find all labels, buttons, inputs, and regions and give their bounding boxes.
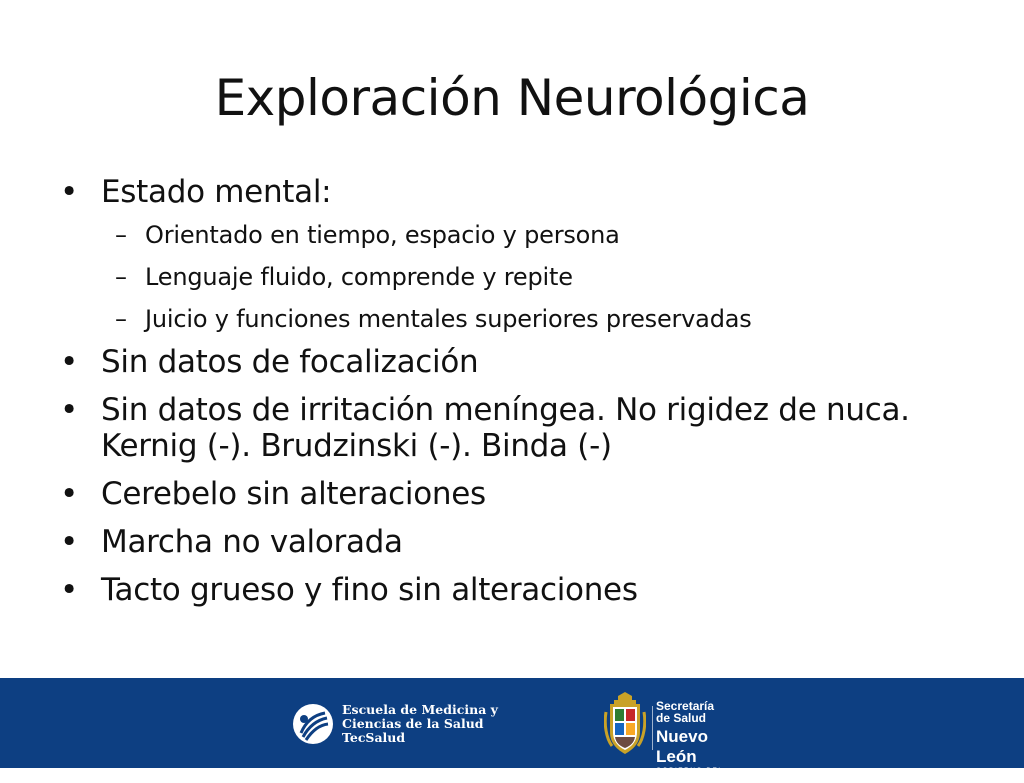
bullet-item (0, 174, 1024, 210)
dash-icon: – (115, 263, 127, 291)
tecsalud-line3: TecSalud (342, 730, 406, 745)
gobierno-text: GOBIERNO DEL ESTADO (656, 767, 724, 782)
bullet-icon: • (60, 392, 78, 428)
tecsalud-line1: Escuela de Medicina y (342, 702, 498, 717)
secretaria-line1: Secretaría (656, 699, 715, 713)
sub-bullet-text: Lenguaje fluido, comprende y repite (145, 263, 573, 291)
slide-content (0, 174, 1024, 608)
slide-title: Exploración Neurológica (214, 69, 810, 127)
bullet-text: Sin datos de irritación meníngea. No rigidez de nuca. Kernig (-). Brudzinski (-). Binda (-) (101, 392, 910, 464)
bullet-text: Marcha no valorada (101, 524, 403, 560)
nuevo-leon-text: Nuevo León (656, 727, 708, 766)
dash-icon: – (115, 305, 127, 333)
bullet-icon: • (60, 572, 78, 608)
sub-bullet-text: Orientado en tiempo, espacio y persona (145, 221, 620, 249)
secretaria-salud-logo (604, 692, 744, 782)
bullet-icon: • (60, 344, 78, 380)
logo-divider (652, 706, 653, 750)
bullet-icon: • (60, 174, 78, 210)
footer-bar (0, 678, 1024, 782)
bullet-text: Tacto grueso y fino sin alteraciones (101, 572, 638, 608)
bullet-text: Cerebelo sin alteraciones (101, 476, 486, 512)
bullet-item (0, 524, 1024, 560)
bullet-icon: • (60, 524, 78, 560)
sub-bullet-item (0, 304, 1024, 334)
secretaria-line2: de Salud (656, 711, 707, 725)
bullet-icon: • (60, 476, 78, 512)
tecsalud-line2: Ciencias de la Salud (342, 716, 484, 731)
tecsalud-logo (292, 701, 512, 749)
tecsalud-emblem-icon (292, 703, 334, 745)
sub-bullet-item (0, 220, 1024, 250)
sub-bullet-text: Juicio y funciones mentales superiores preservadas (145, 305, 752, 333)
bullet-item (0, 344, 1024, 380)
bullet-item (0, 392, 1024, 464)
bullet-text: Estado mental: (101, 174, 332, 210)
sub-bullet-item (0, 262, 1024, 292)
dash-icon: – (115, 221, 127, 249)
bullet-text: Sin datos de focalización (101, 344, 479, 380)
bullet-item (0, 572, 1024, 608)
bullet-item (0, 476, 1024, 512)
coat-of-arms-icon (604, 692, 646, 756)
